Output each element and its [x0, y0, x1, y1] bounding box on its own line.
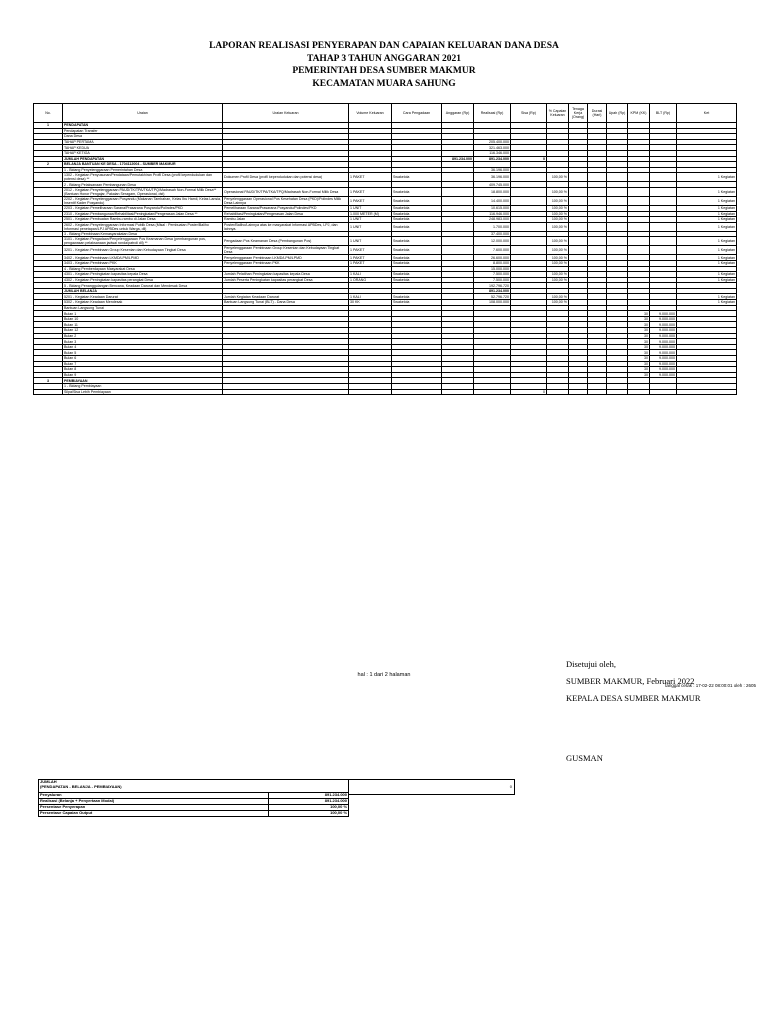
summary-jumlah-sub: (PENDAPATAN - BELANJA - PEMBIAYAAN): [40, 783, 122, 789]
table-cell: [34, 389, 63, 395]
summary-jumlah-row: [39, 780, 349, 793]
table-cell: 3403 - Kegiatan Pembinaan PKK: [63, 260, 223, 266]
table-cell: PEMBIAYAAN: [63, 378, 223, 384]
table-cell: 30 KK: [349, 300, 392, 306]
table-cell: [511, 196, 547, 205]
table-cell: Jumlah Kegiatan Keadaan Darurat: [223, 294, 349, 300]
table-cell: 192.796.720: [474, 283, 511, 289]
table-cell: [628, 187, 650, 196]
table-cell: [34, 173, 63, 182]
table-cell: 30: [628, 333, 650, 339]
table-cell: [34, 222, 63, 231]
table-cell: [588, 237, 607, 246]
realization-table: [33, 103, 737, 395]
table-cell: Swakelola: [392, 300, 442, 306]
table-cell: 5 - Bidang Penanggulangan Bencana, Keadaan Darurat dan Mendesak Desa: [63, 283, 223, 289]
table-cell: 1 Kegiatan: [677, 217, 737, 223]
table-cell: 9.000.000: [650, 356, 677, 362]
summary-value: 891.234.000: [269, 793, 349, 799]
table-cell: 30: [628, 311, 650, 317]
table-cell: Penyelenggaraan Operasional Pos Kesehatan Desa (PKD)/Polindes Milik Desa Lainnya: [223, 196, 349, 205]
signer-name: GUSMAN: [566, 753, 603, 763]
summary-value: 891.234.000: [269, 799, 349, 805]
header-cell: Upah (Rp): [607, 104, 628, 123]
table-cell: Operasional PAUD/TK/TPA/TKA/TPQ/Madrasah Non-Formal Milik Desa: [223, 187, 349, 196]
table-cell: Bulan 10: [63, 316, 223, 322]
table-cell: 1 PAKET: [349, 187, 392, 196]
table-cell: [650, 196, 677, 205]
table-cell: 4 - Bidang Pemberdayaan Masyarakat Desa: [63, 266, 223, 272]
table-cell: 1 Kegiatan: [677, 294, 737, 300]
header-cell: No.: [34, 104, 63, 123]
table-cell: [511, 187, 547, 196]
table-cell: 1 PAKET: [349, 260, 392, 266]
table-cell: Swakelola: [392, 187, 442, 196]
table-cell: 108.000.000: [474, 300, 511, 306]
summary-value: 100,00 %: [269, 811, 349, 817]
table-row: [34, 196, 737, 205]
table-cell: 37.400.000: [474, 231, 511, 237]
report-title: [0, 40, 768, 90]
table-cell: 100,00 %: [547, 196, 569, 205]
table-cell: Dokumen Profil Desa (profil kependudukan dan potensi desa): [223, 173, 349, 182]
table-cell: [442, 173, 474, 182]
table-cell: 9.000.000: [650, 372, 677, 378]
table-cell: Penyelenggaraan Pembinaan LKMD/LPM/LPMD: [223, 255, 349, 261]
table-cell: [511, 222, 547, 231]
table-cell: [34, 246, 63, 255]
table-cell: 3 - Bidang Pembinaan Kemasyarakatan Desa: [63, 231, 223, 237]
table-cell: [628, 389, 650, 395]
table-cell: 205.400.000: [474, 139, 511, 145]
table-cell: [569, 237, 588, 246]
table-cell: Rehabilitasi/Peningkatan/Pengerasan Jalan Desa: [223, 211, 349, 217]
table-cell: 100,00 %: [547, 255, 569, 261]
table-cell: Pendapatan Transfer: [63, 128, 223, 134]
summary-label: Realisasi (Belanja + Penyertaan Modal): [39, 799, 269, 805]
table-cell: 3101 - Kegiatan Pengadaan/Penyelenggaraan Pos Keamanan Desa (pembangunan pos, pengawasan pelaksanaan jadwal ronda/patroli dll) **: [63, 237, 223, 246]
summary-jumlah-value: 0: [509, 784, 512, 789]
table-cell: 1 ORANG: [349, 277, 392, 283]
table-cell: 100,00 %: [547, 211, 569, 217]
table-cell: 1 Kegiatan: [677, 260, 737, 266]
table-cell: Jumlah Pelatihan Peningkatan kapasitas kepala Desa: [223, 272, 349, 278]
table-cell: 4301 - Kegiatan Peningkatan kapasitas kepala Desa: [63, 272, 223, 278]
table-cell: [442, 389, 474, 395]
table-cell: [569, 187, 588, 196]
table-cell: 15.000.000: [474, 266, 511, 272]
table-cell: 409.745.000: [474, 182, 511, 188]
table-cell: 4302 - Kegiatan Peningkatan kapasitas perangkat Desa: [63, 277, 223, 283]
summary-table: [38, 779, 349, 817]
table-cell: 100,00 %: [547, 187, 569, 196]
table-cell: Pemeliharaan Sarana/Prasarana Posyandu/Polindes/PKD: [223, 205, 349, 211]
table-cell: [569, 246, 588, 255]
table-cell: [650, 389, 677, 395]
table-cell: Bulan 3: [63, 339, 223, 345]
table-cell: [650, 187, 677, 196]
header-cell: % Capaian Keluaran: [547, 104, 569, 123]
table-cell: [34, 187, 63, 196]
table-cell: 9.000.000: [650, 316, 677, 322]
print-date: tanggal cetak : 17-02-22 08:00:01 oleh : 2605: [665, 683, 756, 688]
table-cell: 1 - Bidang Penyelenggaraan Pemerintahan Desa: [63, 167, 223, 173]
place-date: SUMBER MAKMUR, Februari 2022: [566, 676, 695, 686]
table-row: [34, 237, 737, 246]
table-cell: [628, 237, 650, 246]
table-row: [34, 173, 737, 182]
table-cell: 3201 - Kegiatan Pembinaan Group Kesenian dan Kebudayaan Tingkat Desa: [63, 246, 223, 255]
table-cell: 1302 - Kegiatan Penyusunan/Pendataan/Pemutakhiran Profil Desa (profil kependudukan dan potensi desa) **: [63, 173, 223, 182]
table-cell: [547, 389, 569, 395]
table-cell: PENDAPATAN: [63, 123, 223, 129]
header-cell: KPM (KK): [628, 104, 650, 123]
table-row: [34, 389, 737, 395]
table-cell: [628, 246, 650, 255]
table-cell: 8.800.000: [474, 260, 511, 266]
table-cell: Bulan 8: [63, 367, 223, 373]
table-cell: [650, 246, 677, 255]
table-cell: 100,00 %: [547, 277, 569, 283]
table-cell: Swakelola: [392, 211, 442, 217]
table-cell: [607, 187, 628, 196]
table-cell: [223, 389, 349, 395]
table-cell: JUMLAH PENDAPATAN: [63, 156, 223, 162]
table-cell: Bulan 2: [63, 333, 223, 339]
table-cell: [569, 222, 588, 231]
table-cell: 10.615.000: [474, 205, 511, 211]
table-cell: Swakelola: [392, 173, 442, 182]
table-cell: 100,00 %: [547, 217, 569, 223]
table-cell: [607, 173, 628, 182]
table-cell: 3: [34, 378, 63, 384]
table-cell: 100,00 %: [547, 300, 569, 306]
table-cell: Swakelola: [392, 196, 442, 205]
table-cell: 100,00 %: [547, 237, 569, 246]
table-cell: 100,00 %: [547, 222, 569, 231]
table-cell: 1 PAKET: [349, 246, 392, 255]
table-cell: Bulan 6: [63, 356, 223, 362]
table-cell: 1 PAKET: [349, 173, 392, 182]
table-cell: 9.000.000: [650, 328, 677, 334]
table-cell: 14.400.000: [474, 196, 511, 205]
table-cell: 30: [628, 316, 650, 322]
table-cell: 2602 - Kegiatan Penyelenggaraan Informasi Publik Desa (Misal : Pembuatan Poster/Baliho Informasi penetapan/LPJ APBDes untuk Warga, dll): [63, 222, 223, 231]
table-cell: 36.196.000: [474, 167, 511, 173]
table-row: [34, 222, 737, 231]
table-row: [34, 246, 737, 255]
table-cell: 9.000.000: [650, 367, 677, 373]
table-cell: 9.000.000: [650, 311, 677, 317]
table-cell: [588, 187, 607, 196]
table-cell: [588, 246, 607, 255]
table-cell: [569, 196, 588, 205]
table-cell: 30: [628, 361, 650, 367]
summary-label: Persentase Capaian Output: [39, 811, 269, 817]
table-cell: 100,00 %: [547, 260, 569, 266]
table-cell: 1 UNIT: [349, 217, 392, 223]
table-cell: 9.000.000: [650, 339, 677, 345]
table-cell: 12.000.000: [474, 237, 511, 246]
table-cell: Bulan 5: [63, 350, 223, 356]
table-cell: 1 Kegiatan: [677, 205, 737, 211]
table-cell: Swakelola: [392, 217, 442, 223]
table-cell: 30: [628, 344, 650, 350]
table-cell: 2310 - Kegiatan Pembangunan/Rehabilitasi/Peningkatan/Pengerasan Jalan Desa **: [63, 211, 223, 217]
table-body: [34, 123, 737, 395]
table-cell: 2501 - Kegiatan Pembuatan Rambu-rambu di Jalan Desa: [63, 217, 223, 223]
table-cell: Penyelenggaraan Pembinaan PKK: [223, 260, 349, 266]
table-cell: 1 Kegiatan: [677, 196, 737, 205]
table-cell: 1 Kegiatan: [677, 277, 737, 283]
table-cell: Silpa/Sisa Lebih Pembiayaan: [63, 389, 223, 395]
table-cell: [442, 187, 474, 196]
table-cell: [392, 389, 442, 395]
table-cell: [588, 196, 607, 205]
header-cell: Cara Pengadaan: [392, 104, 442, 123]
table-cell: [569, 173, 588, 182]
table-cell: [569, 389, 588, 395]
summary-jumlah-cell: [348, 779, 515, 795]
header-cell: Uraian: [63, 104, 223, 123]
table-cell: 2 - Bidang Pelaksanaan Pembangunan Desa: [63, 182, 223, 188]
table-cell: 0: [511, 389, 547, 395]
table-cell: TAHAP KEDUA: [63, 145, 223, 151]
table-cell: 1 Kegiatan: [677, 237, 737, 246]
summary-label: Persentase Penyerapan: [39, 805, 269, 811]
table-cell: Swakelola: [392, 205, 442, 211]
header-cell: Sisa (Rp): [511, 104, 547, 123]
table-cell: Bantuan Langsung Tunai (BLT) - Dana Desa: [223, 300, 349, 306]
table-cell: 9.000.000: [650, 361, 677, 367]
table-cell: Swakelola: [392, 237, 442, 246]
table-cell: 1 Kegiatan: [677, 211, 737, 217]
table-cell: 100,00 %: [547, 173, 569, 182]
table-cell: [442, 196, 474, 205]
table-cell: 9.000.000: [650, 350, 677, 356]
table-cell: 116.346.000: [474, 150, 511, 156]
table-cell: [650, 222, 677, 231]
table-cell: Swakelola: [392, 246, 442, 255]
title-line-1: LAPORAN REALISASI PENYERAPAN DAN CAPAIAN KELUARAN DANA DESA: [209, 41, 559, 51]
table-cell: 30: [628, 339, 650, 345]
table-cell: Bulan 12: [63, 328, 223, 334]
table-cell: 5201 - Kegiatan Keadaan Darurat: [63, 294, 223, 300]
table-cell: [442, 222, 474, 231]
table-cell: 1 Kegiatan: [677, 222, 737, 231]
table-cell: 2012 - Kegiatan Penyelenggaraan PAUD/TK/TPA/TKA/TPQ/Madrasah Non-Formal Milik Desa** (Bantuan Honor Pengajar, Pakaian Seragam, Operasional, dst): [63, 187, 223, 196]
table-cell: 1.000 METER (M): [349, 211, 392, 217]
table-cell: [607, 237, 628, 246]
table-cell: 1 KALI: [349, 294, 392, 300]
table-cell: 891.234.000: [474, 156, 511, 162]
table-cell: [607, 222, 628, 231]
table-cell: [607, 389, 628, 395]
table-cell: 248.983.000: [474, 217, 511, 223]
table-cell: Swakelola: [392, 277, 442, 283]
table-cell: Swakelola: [392, 255, 442, 261]
table-cell: [650, 237, 677, 246]
table-cell: Swakelola: [392, 272, 442, 278]
table-cell: 30: [628, 367, 650, 373]
table-cell: TAHAP PERTAMA: [63, 139, 223, 145]
table-cell: [588, 173, 607, 182]
table-cell: 7.500.000: [474, 277, 511, 283]
table-cell: 18.800.000: [474, 187, 511, 196]
table-cell: Jumlah Peserta Peningkatan kapasitas perangkat Desa: [223, 277, 349, 283]
table-cell: 1 Kegiatan: [677, 255, 737, 261]
table-cell: 2202 - Kegiatan Penyelenggaraan Posyandu (Makanan Tambahan, Kelas Ibu Hamil, Kelas Lansia, Insentif Kader Posyandu): [64, 196, 221, 205]
table-cell: Pengadaan Pos Keamanan Desa (Pembangunan Pos): [223, 237, 349, 246]
table-cell: 1 UNIT: [349, 222, 392, 231]
table-cell: 1 PAKET: [349, 255, 392, 261]
table-cell: [588, 222, 607, 231]
header-cell: Uraian Keluaran: [223, 104, 349, 123]
table-cell: 100,00 %: [547, 205, 569, 211]
summary-value: 100,00 %: [269, 805, 349, 811]
table-cell: 1 Kegiatan: [677, 300, 737, 306]
table-cell: Swakelola: [392, 260, 442, 266]
title-line-2: TAHAP 3 TAHUN ANGGARAN 2021: [306, 53, 462, 64]
table-cell: 1 UNIT: [349, 205, 392, 211]
table-cell: Poster/Baliho/Lainnya atas ke masyarakat Informasi APBDes, LPJ, dan lainnya.: [223, 222, 349, 231]
approved-by: Disetujui oleh,: [566, 659, 617, 669]
table-cell: 1 KALI: [349, 272, 392, 278]
table-cell: [511, 173, 547, 182]
table-cell: 26.600.000: [474, 255, 511, 261]
header-cell: Realisasi (Rp): [474, 104, 511, 123]
table-cell: BELANJA BANTUAN KE DESA - 1704112004 - SUMBER MAKMUR: [63, 162, 223, 168]
table-cell: 100,00 %: [547, 246, 569, 255]
table-cell: 1: [34, 123, 63, 129]
table-cell: [474, 389, 511, 395]
table-cell: 2203 - Kegiatan Pemeliharaan Sarana/Prasarana Posyandu/Polindes/PKD: [63, 205, 223, 211]
table-cell: [511, 237, 547, 246]
table-cell: 891.234.000: [474, 288, 511, 294]
table-cell: Dana Desa: [63, 134, 223, 140]
header-cell: Anggaran (Rp): [442, 104, 474, 123]
table-cell: [607, 246, 628, 255]
table-cell: 1 Kegiatan: [677, 173, 737, 182]
table-cell: 1 Kegiatan: [677, 272, 737, 278]
table-cell: 30: [628, 350, 650, 356]
table-header-row: [34, 104, 737, 123]
table-cell: 100,00 %: [547, 294, 569, 300]
table-cell: 7.500.000: [474, 272, 511, 278]
table-cell: 9.000.000: [650, 322, 677, 328]
table-cell: [349, 389, 392, 395]
summary-jumlah-label: JUMLAH: [40, 779, 57, 784]
header-cell: Volume Keluaran: [349, 104, 392, 123]
table-cell: Bantuan Langsung Tunai: [63, 305, 223, 311]
table-cell: 1.700.000: [474, 222, 511, 231]
header-cell: Ket: [677, 104, 737, 123]
table-cell: Bulan 1: [63, 311, 223, 317]
table-cell: 9.000.000: [650, 333, 677, 339]
signer-position: KEPALA DESA SUMBER MAKMUR: [566, 693, 701, 703]
table-cell: 3402 - Kegiatan Pembinaan LKMD/LPM/LPMD: [63, 255, 223, 261]
table-cell: [628, 222, 650, 231]
table-cell: 116.946.000: [474, 211, 511, 217]
table-cell: 9.000.000: [650, 344, 677, 350]
table-cell: [677, 389, 737, 395]
table-cell: Rambu Jalan: [223, 217, 349, 223]
table-cell: Bulan 9: [63, 372, 223, 378]
table-cell: Bulan 11: [63, 322, 223, 328]
table-cell: 1 Kegiatan: [677, 187, 737, 196]
table-cell: 52.796.720: [474, 294, 511, 300]
title-line-3: PEMERINTAH DESA SUMBER MAKMUR: [292, 66, 476, 76]
table-cell: 1 PAKET: [349, 196, 392, 205]
table-cell: Swakelola: [392, 294, 442, 300]
table-cell: [34, 196, 63, 205]
table-cell: Bulan 7: [63, 361, 223, 367]
table-cell: TAHAP KETIGA: [63, 150, 223, 156]
table-cell: 321.463.000: [474, 145, 511, 151]
summary-label: Penyaluran: [39, 793, 269, 799]
table-cell: [588, 389, 607, 395]
table-cell: Penyelenggaraan Pembinaan Group Kesenian dan Kebudayaan Tingkat Desa: [223, 246, 349, 255]
table-cell: Bulan 4: [63, 344, 223, 350]
table-cell: [607, 196, 628, 205]
table-cell: [442, 237, 474, 246]
table-cell: [442, 246, 474, 255]
table-cell: 5302 - Kegiatan Keadaan Mendesak: [63, 300, 223, 306]
table-cell: [628, 196, 650, 205]
table-cell: 1 Kegiatan: [677, 246, 737, 255]
table-cell: [511, 246, 547, 255]
table-row: [34, 187, 737, 196]
table-cell: [650, 173, 677, 182]
table-cell: 100,00 %: [547, 272, 569, 278]
table-cell: 30: [628, 328, 650, 334]
header-cell: BLT (Rp): [650, 104, 677, 123]
table-cell: 7.600.000: [474, 246, 511, 255]
title-line-4: KECAMATAN MUARA SAHUNG: [312, 78, 456, 89]
table-cell: 30: [628, 356, 650, 362]
table-cell: [34, 237, 63, 246]
table-cell: 0: [511, 156, 547, 162]
table-cell: 36.196.000: [474, 173, 511, 182]
table-cell: 2: [34, 162, 63, 168]
header-cell: Durasi (Hari): [588, 104, 607, 123]
table-cell: 1 - Bidang Pembiayaan: [63, 383, 223, 389]
header-cell: Tenaga Kerja (Orang): [569, 104, 588, 123]
summary-row: [39, 811, 349, 817]
table-cell: 1 UNIT: [349, 237, 392, 246]
table-cell: 30: [628, 322, 650, 328]
table-cell: 891.234.000: [442, 156, 474, 162]
table-cell: 30: [628, 372, 650, 378]
table-cell: JUMLAH BELANJA: [63, 288, 223, 294]
page-number: hal : 1 dari 2 halaman: [357, 672, 411, 678]
table-cell: [628, 173, 650, 182]
table-cell: Swakelola: [392, 222, 442, 231]
